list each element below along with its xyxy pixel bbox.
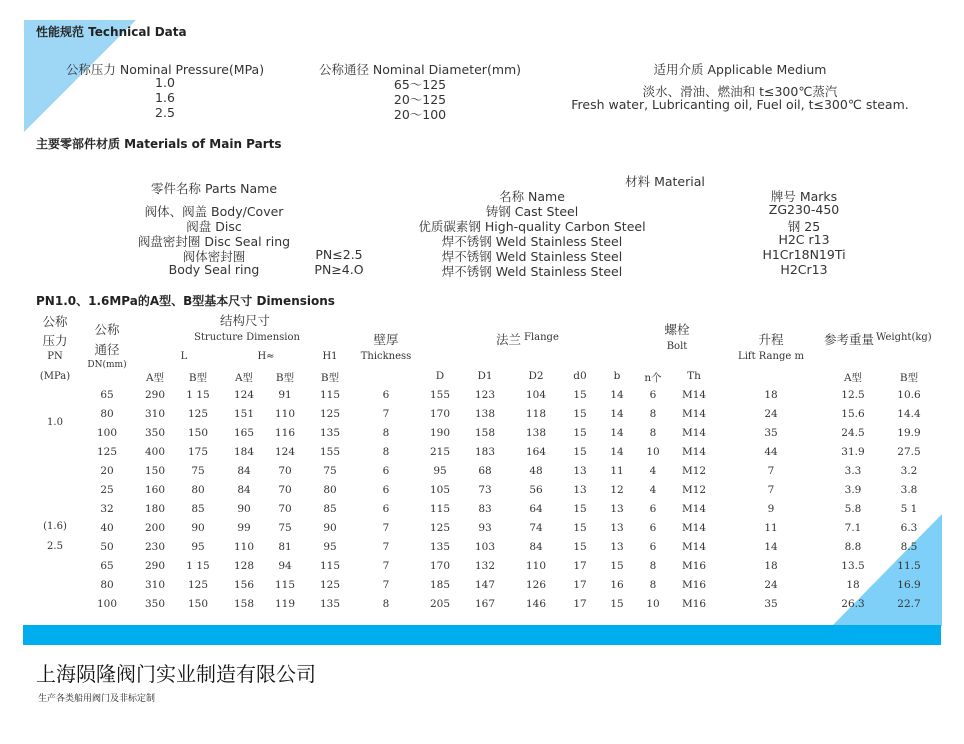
table-cell: 7: [382, 522, 390, 534]
lift-header-cn: 升程: [758, 332, 784, 347]
sub-header-cell: A型: [843, 372, 863, 384]
table-cell: 7: [382, 408, 390, 420]
table-cell: 138: [474, 408, 496, 420]
table-cell: 125: [319, 408, 341, 420]
table-cell: 126: [525, 579, 547, 591]
table-cell: 155: [319, 446, 341, 458]
table-cell: 84: [529, 541, 543, 553]
table-cell: 175: [187, 446, 209, 458]
table-cell: 7: [382, 560, 390, 572]
table-cell: 124: [274, 446, 296, 458]
table-cell: 125: [187, 408, 209, 420]
material-mark-cell: 钢 25: [787, 219, 821, 234]
table-cell: 93: [478, 522, 492, 534]
weight-header-en: Weight(kg): [876, 332, 932, 343]
table-cell: 48: [529, 465, 543, 477]
table-cell: 74: [529, 522, 543, 534]
table-cell: 6: [649, 389, 657, 401]
marks-header: 牌号 Marks: [770, 189, 838, 204]
lift-header-en: Lift Range m: [738, 351, 804, 362]
pn-label: 1.0: [47, 417, 63, 428]
table-cell: 84: [237, 484, 251, 496]
table-cell: 230: [144, 541, 166, 553]
table-cell: 119: [274, 598, 296, 610]
sub-header-cell: D: [435, 370, 445, 382]
table-cell: 150: [144, 465, 166, 477]
medium-cn: 淡水、滑油、燃油和 t≤300℃蒸汽: [642, 84, 838, 99]
table-cell: 110: [233, 541, 255, 553]
diameter-value: 65～125: [393, 77, 447, 92]
table-cell: 6.3: [900, 522, 918, 534]
table-cell: 7: [382, 541, 390, 553]
accent-bar: [23, 625, 941, 645]
table-cell: 165: [233, 427, 255, 439]
table-cell: 85: [323, 503, 337, 515]
table-cell: 6: [649, 503, 657, 515]
table-cell: 3.3: [844, 465, 862, 477]
bolt-header-cn: 螺栓: [664, 322, 690, 337]
table-cell: 123: [474, 389, 496, 401]
table-cell: M14: [681, 522, 707, 534]
table-cell: 110: [274, 408, 296, 420]
table-cell: M16: [681, 598, 707, 610]
sub-header-cell: Th: [687, 370, 701, 382]
table-cell: 80: [323, 484, 337, 496]
table-cell: 50: [100, 541, 114, 553]
table-cell: 8: [382, 598, 390, 610]
sub-header-cell: B型: [899, 372, 919, 384]
table-cell: 80: [191, 484, 205, 496]
table-cell: 18: [846, 579, 860, 591]
thickness-header-cn: 壁厚: [373, 332, 399, 347]
sub-header-cell: d0: [573, 370, 587, 382]
material-part-cell: 阀盘 Disc: [186, 219, 242, 234]
table-cell: 12: [610, 484, 624, 496]
material-mark-cell: H2C r13: [778, 232, 830, 247]
table-cell: M14: [681, 446, 707, 458]
table-cell: 156: [233, 579, 255, 591]
table-cell: 146: [525, 598, 547, 610]
table-cell: 10.6: [897, 389, 921, 401]
pressure-value: 2.5: [155, 105, 175, 120]
table-cell: 185: [429, 579, 451, 591]
table-cell: 31.9: [841, 446, 865, 458]
table-cell: 15: [573, 446, 587, 458]
table-cell: 15: [610, 560, 624, 572]
table-cell: 8.8: [844, 541, 862, 553]
table-cell: 80: [100, 408, 114, 420]
table-cell: 116: [274, 427, 296, 439]
material-mark-cell: ZG230-450: [768, 202, 840, 217]
table-cell: 99: [237, 522, 251, 534]
table-cell: 6: [382, 484, 390, 496]
material-cond-cell: PN≤2.5: [315, 247, 363, 262]
material-header: 材料 Material: [625, 174, 705, 189]
material-name-cell: 焊不锈钢 Weld Stainless Steel: [441, 249, 623, 264]
structure-header-en: Structure Dimension: [194, 332, 300, 343]
table-cell: 158: [233, 598, 255, 610]
table-cell: 14.4: [897, 408, 921, 420]
table-cell: 13.5: [841, 560, 865, 572]
dn-header-cn2: 通径: [94, 342, 120, 357]
table-cell: 16: [610, 579, 624, 591]
table-cell: 70: [278, 503, 292, 515]
table-cell: 15: [573, 503, 587, 515]
dimensions-title: PN1.0、1.6MPa的A型、B型基本尺寸 Dimensions: [36, 294, 335, 308]
table-cell: 15: [573, 522, 587, 534]
sub-header-cell: n个: [644, 372, 662, 384]
table-cell: 135: [429, 541, 451, 553]
pn-label: (1.6): [43, 521, 67, 532]
table-cell: 125: [96, 446, 118, 458]
table-cell: M14: [681, 427, 707, 439]
table-cell: 7: [382, 579, 390, 591]
table-cell: 8: [649, 427, 657, 439]
table-cell: 26.3: [841, 598, 865, 610]
table-cell: M14: [681, 389, 707, 401]
table-cell: 100: [96, 427, 118, 439]
flange-header-cn: 法兰: [496, 332, 522, 347]
table-cell: 104: [525, 389, 547, 401]
table-cell: 14: [610, 446, 624, 458]
table-cell: 15.6: [841, 408, 865, 420]
table-cell: 6: [382, 389, 390, 401]
table-cell: 184: [233, 446, 255, 458]
sub-header-cell: B型: [275, 372, 295, 384]
material-mark-cell: H2Cr13: [780, 262, 828, 277]
material-cond-cell: PN≥4.O: [314, 262, 364, 277]
table-cell: 15: [573, 541, 587, 553]
sub-header-cell: B型: [320, 372, 340, 384]
table-cell: M16: [681, 560, 707, 572]
table-cell: 13: [610, 541, 624, 553]
table-cell: 35: [764, 598, 778, 610]
table-cell: 13: [610, 503, 624, 515]
table-cell: 13: [573, 465, 587, 477]
sub-header-cell: A型: [145, 372, 165, 384]
table-cell: 205: [429, 598, 451, 610]
table-cell: 17: [573, 579, 587, 591]
table-cell: 19.9: [897, 427, 921, 439]
medium-en: Fresh water, Lubricanting oil, Fuel oil, t≤300℃ steam.: [571, 97, 909, 112]
table-cell: 4: [649, 484, 657, 496]
table-cell: 125: [187, 579, 209, 591]
table-cell: 20: [100, 465, 114, 477]
table-cell: 11: [764, 522, 778, 534]
diameter-value: 20～125: [393, 92, 447, 107]
table-cell: 7.1: [844, 522, 862, 534]
table-cell: 118: [525, 408, 547, 420]
bolt-header-en: Bolt: [666, 341, 688, 352]
table-cell: 11.5: [897, 560, 921, 572]
table-cell: 44: [764, 446, 778, 458]
table-cell: 7: [767, 465, 775, 477]
table-cell: 155: [429, 389, 451, 401]
table-cell: M14: [681, 503, 707, 515]
table-cell: 75: [278, 522, 292, 534]
table-cell: 73: [478, 484, 492, 496]
table-cell: 150: [187, 598, 209, 610]
table-cell: 6: [382, 503, 390, 515]
table-cell: 17: [573, 560, 587, 572]
table-cell: 65: [100, 389, 114, 401]
table-cell: 5 1: [900, 503, 918, 515]
table-cell: 32: [100, 503, 114, 515]
table-cell: 105: [429, 484, 451, 496]
table-cell: 90: [237, 503, 251, 515]
table-cell: 56: [529, 484, 543, 496]
table-cell: 65: [100, 560, 114, 572]
table-cell: 128: [233, 560, 255, 572]
material-part-cell: 阀体、阀盖 Body/Cover: [144, 204, 284, 219]
table-cell: 350: [144, 598, 166, 610]
table-cell: M12: [681, 465, 707, 477]
table-cell: 160: [144, 484, 166, 496]
table-cell: M16: [681, 579, 707, 591]
dn-header-cn1: 公称: [94, 322, 120, 337]
materials-title: 主要零部件材质 Materials of Main Parts: [36, 137, 282, 151]
table-cell: 14: [610, 427, 624, 439]
pn-header-cn2: 压力: [42, 333, 68, 348]
material-mark-cell: H1Cr18N19Ti: [762, 247, 846, 262]
pn-header-unit: (MPa): [39, 371, 71, 382]
sub-header-cell: b: [613, 370, 621, 382]
material-name-cell: 焊不锈钢 Weld Stainless Steel: [441, 264, 623, 279]
table-cell: 81: [278, 541, 292, 553]
table-cell: 8: [382, 446, 390, 458]
table-cell: 164: [525, 446, 547, 458]
table-cell: 5.8: [844, 503, 862, 515]
sub-header-cell: B型: [188, 372, 208, 384]
table-cell: 124: [233, 389, 255, 401]
table-cell: 6: [649, 541, 657, 553]
table-cell: 1 15: [186, 560, 210, 572]
table-cell: 27.5: [897, 446, 921, 458]
table-cell: 147: [474, 579, 496, 591]
table-cell: 8: [649, 579, 657, 591]
technical-data-title: 性能规范 Technical Data: [36, 25, 187, 39]
pressure-value: 1.0: [155, 75, 175, 90]
table-cell: 85: [191, 503, 205, 515]
medium-header: 适用介质 Applicable Medium: [653, 62, 827, 77]
table-cell: 290: [144, 560, 166, 572]
company-slogan: 生产各类船用阀门及非标定制: [38, 694, 156, 704]
table-cell: 64: [529, 503, 543, 515]
table-cell: 11: [610, 465, 624, 477]
table-cell: 70: [278, 465, 292, 477]
table-cell: 14: [610, 408, 624, 420]
table-cell: M14: [681, 541, 707, 553]
table-cell: 18: [764, 389, 778, 401]
table-cell: 24: [764, 579, 778, 591]
table-cell: 3.2: [900, 465, 918, 477]
pressure-value: 1.6: [155, 90, 175, 105]
table-cell: 103: [474, 541, 496, 553]
dn-header-en: DN(mm): [87, 360, 127, 370]
table-cell: 83: [478, 503, 492, 515]
table-cell: 310: [144, 579, 166, 591]
table-cell: 150: [187, 427, 209, 439]
table-cell: 68: [478, 465, 492, 477]
table-cell: 90: [191, 522, 205, 534]
table-cell: 16.9: [897, 579, 921, 591]
table-cell: 12.5: [841, 389, 865, 401]
table-cell: 35: [764, 427, 778, 439]
table-cell: 125: [319, 579, 341, 591]
table-cell: 4: [649, 465, 657, 477]
material-name-cell: 优质碳素钢 High-quality Carbon Steel: [418, 219, 646, 234]
table-cell: 94: [278, 560, 292, 572]
sub-header-cell: D1: [477, 370, 493, 382]
table-cell: 115: [274, 579, 296, 591]
sub-header-cell: A型: [234, 372, 254, 384]
table-cell: 15: [573, 427, 587, 439]
table-cell: 9: [767, 503, 775, 515]
table-cell: 90: [323, 522, 337, 534]
table-cell: 110: [525, 560, 547, 572]
table-cell: 115: [319, 389, 341, 401]
table-cell: 151: [233, 408, 255, 420]
table-cell: 3.8: [900, 484, 918, 496]
table-cell: 135: [319, 427, 341, 439]
material-name-cell: 铸钢 Cast Steel: [485, 204, 579, 219]
diameter-header: 公称通径 Nominal Diameter(mm): [318, 62, 522, 77]
table-cell: 10: [646, 598, 660, 610]
table-cell: 95: [191, 541, 205, 553]
structure-header-cn: 结构尺寸: [219, 313, 271, 328]
table-cell: 158: [474, 427, 496, 439]
pn-header-en: PN: [47, 351, 63, 362]
material-part-cell: 阀盘密封圈 Disc Seal ring: [137, 234, 291, 249]
table-cell: 290: [144, 389, 166, 401]
table-cell: 125: [429, 522, 451, 534]
table-cell: 167: [474, 598, 496, 610]
table-cell: 138: [525, 427, 547, 439]
table-cell: 6: [382, 465, 390, 477]
table-cell: 8: [649, 560, 657, 572]
table-cell: 8: [382, 427, 390, 439]
table-cell: 75: [323, 465, 337, 477]
thickness-header-en: Thickness: [360, 351, 412, 362]
sub-header-cell: D2: [528, 370, 544, 382]
table-cell: 1 15: [186, 389, 210, 401]
table-cell: 132: [474, 560, 496, 572]
table-cell: 17: [573, 598, 587, 610]
table-cell: 310: [144, 408, 166, 420]
table-cell: 15: [573, 389, 587, 401]
diameter-value: 20～100: [393, 107, 447, 122]
table-cell: 400: [144, 446, 166, 458]
table-cell: 22.7: [897, 598, 921, 610]
table-cell: 200: [144, 522, 166, 534]
table-cell: 24: [764, 408, 778, 420]
table-cell: 15: [610, 598, 624, 610]
table-cell: 7: [767, 484, 775, 496]
name-header: 名称 Name: [499, 189, 565, 204]
table-cell: 95: [433, 465, 447, 477]
table-cell: 170: [429, 560, 451, 572]
pn-label: 2.5: [47, 541, 63, 552]
table-cell: 13: [610, 522, 624, 534]
table-cell: 95: [323, 541, 337, 553]
material-part-cell: 阀体密封圈: [182, 249, 246, 264]
table-cell: 135: [319, 598, 341, 610]
table-cell: 215: [429, 446, 451, 458]
table-cell: 13: [573, 484, 587, 496]
table-cell: 40: [100, 522, 114, 534]
table-cell: 25: [100, 484, 114, 496]
table-cell: 8.5: [900, 541, 918, 553]
table-cell: 84: [237, 465, 251, 477]
table-cell: 14: [610, 389, 624, 401]
table-cell: 10: [646, 446, 660, 458]
table-cell: 180: [144, 503, 166, 515]
table-cell: 6: [649, 522, 657, 534]
flange-header-en: Flange: [524, 332, 559, 343]
pressure-header: 公称压力 Nominal Pressure(MPa): [65, 62, 265, 77]
table-cell: 18: [764, 560, 778, 572]
company-name: 上海陨隆阀门实业制造有限公司: [36, 662, 316, 686]
table-cell: 80: [100, 579, 114, 591]
part-header: 零件名称 Parts Name: [150, 181, 278, 196]
weight-header-cn: 参考重量: [824, 332, 875, 347]
pn-header-cn1: 公称: [42, 314, 68, 329]
table-cell: 190: [429, 427, 451, 439]
table-cell: 170: [429, 408, 451, 420]
table-cell: 100: [96, 598, 118, 610]
table-cell: 8: [649, 408, 657, 420]
table-cell: 115: [319, 560, 341, 572]
table-cell: 91: [278, 389, 292, 401]
table-cell: 24.5: [841, 427, 865, 439]
material-part-cell: Body Seal ring: [168, 262, 260, 277]
table-cell: 70: [278, 484, 292, 496]
table-cell: 3.9: [844, 484, 862, 496]
l-header: L: [180, 351, 188, 362]
table-cell: 75: [191, 465, 205, 477]
table-cell: 115: [429, 503, 451, 515]
h-header: H≈: [257, 351, 275, 362]
table-cell: M14: [681, 408, 707, 420]
table-cell: 183: [474, 446, 496, 458]
table-cell: 350: [144, 427, 166, 439]
table-cell: M12: [681, 484, 707, 496]
h1-header: H1: [322, 351, 338, 362]
table-cell: 15: [573, 408, 587, 420]
material-name-cell: 焊不锈钢 Weld Stainless Steel: [441, 234, 623, 249]
table-cell: 14: [764, 541, 778, 553]
